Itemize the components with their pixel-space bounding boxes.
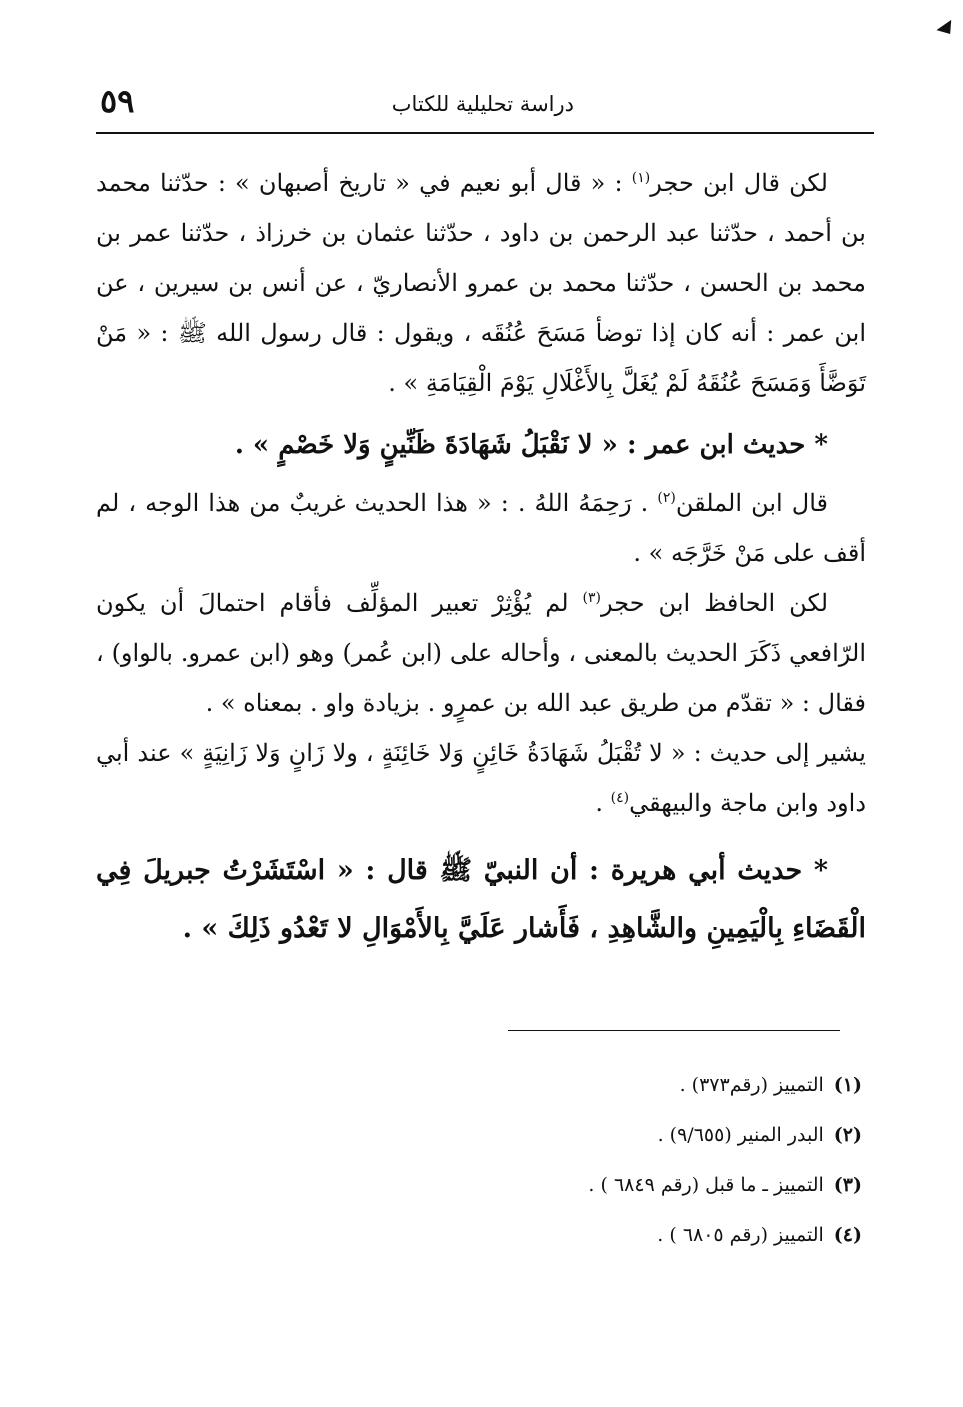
footnotes (96, 1060, 862, 1260)
header-divider (96, 132, 874, 134)
hadith-heading-ibn-umar: * حديث ابن عمر : « لا نَقْبَلُ شَهَادَةَ ظَنِّينٍ وَلا خَصْمٍ » . (234, 430, 828, 460)
hadith-heading-abu-hurayra: * حديث أبي هريرة : أن النبيّ ﷺ قال : « اسْتَشَرْتُ جبريلَ فِي الْقَضَاءِ بِالْيَمِينِ والشَّاهِدِ ، فَأَشار عَلَيَّ بِالأَمْوَالِ لا تَعْدُو ذَلِكَ » . (96, 855, 866, 944)
footnote-ref-1[interactable]: (١) (631, 170, 651, 186)
page-number: ٥٩ (100, 82, 135, 120)
footnote-divider (508, 1030, 840, 1031)
page-header (96, 82, 874, 132)
footnote-ref-3[interactable]: (٣) (582, 590, 602, 606)
main-text (96, 158, 866, 958)
corner-triangle-icon (936, 20, 957, 39)
footnote-2: (٢)البدر المنير (٩/٦٥٥) . (657, 1124, 862, 1146)
footnote-1: (١)التمييز (رقم٣٧٣) . (679, 1074, 862, 1096)
paragraph-3: لكن الحافظ ابن حجر$^{(٣)}$ لم يُؤْثِرْ تعبير المؤلِّف فأقام احتمالَ أن يكون الرّافعي ذَكَرَ الحديث بالمعنى ، وأحاله على (ابن عُمر) وهو (ابن عمرو. بالواو) ، فقال : « تقدّم من طريق عبد الله بن عمرٍو . بزيادة واو . بمعناه » . (96, 589, 866, 717)
footnote-ref-4[interactable]: (٤) (610, 790, 630, 806)
paragraph-2: قال ابن الملقن$^{(٢)}$ . رَحِمَهُ اللهُ . : « هذا الحديث غريبٌ من هذا الوجه ، لم أقف على مَنْ خَرَّجَه » . (96, 489, 866, 567)
footnote-3: (٣)التمييز ـ ما قبل (رقم ٦٨٤٩ ) . (588, 1174, 862, 1196)
paragraph-4: يشير إلى حديث : « لا تُقْبَلُ شَهَادَةُ خَائِنٍ وَلا خَائِنَةٍ ، ولا زَانٍ وَلا زَانِيَةٍ » عند أبي داود وابن ماجة والبيهقي$^{(٤)}$ . (96, 739, 866, 817)
footnote-4: (٤)التمييز (رقم ٦٨٠٥ ) . (657, 1224, 862, 1246)
paragraph-1: لكن قال ابن حجر$^{(١)}$ : « قال أبو نعيم في « تاريخ أصبهان » : حدّثنا محمد بن أحمد ، حدّثنا عبد الرحمن بن داود ، حدّثنا عثمان بن خرزاذ ، حدّثنا عمر بن محمد بن الحسن ، حدّثنا محمد بن عمرو الأنصاريّ ، عن أنس بن سيرين ، عن ابن عمر : أنه كان إذا توضأ مَسَحَ عُنُقَه ، ويقول : قال رسول الله ﷺ : « مَنْ تَوَضَّأَ وَمَسَحَ عُنُقَهُ لَمْ يُغَلَّ بِالأَغْلَالِ يَوْمَ الْقِيَامَةِ » . (96, 169, 866, 397)
footnote-ref-2[interactable]: (٢) (657, 490, 676, 506)
running-title: دراسة تحليلية للكتاب (391, 92, 574, 116)
